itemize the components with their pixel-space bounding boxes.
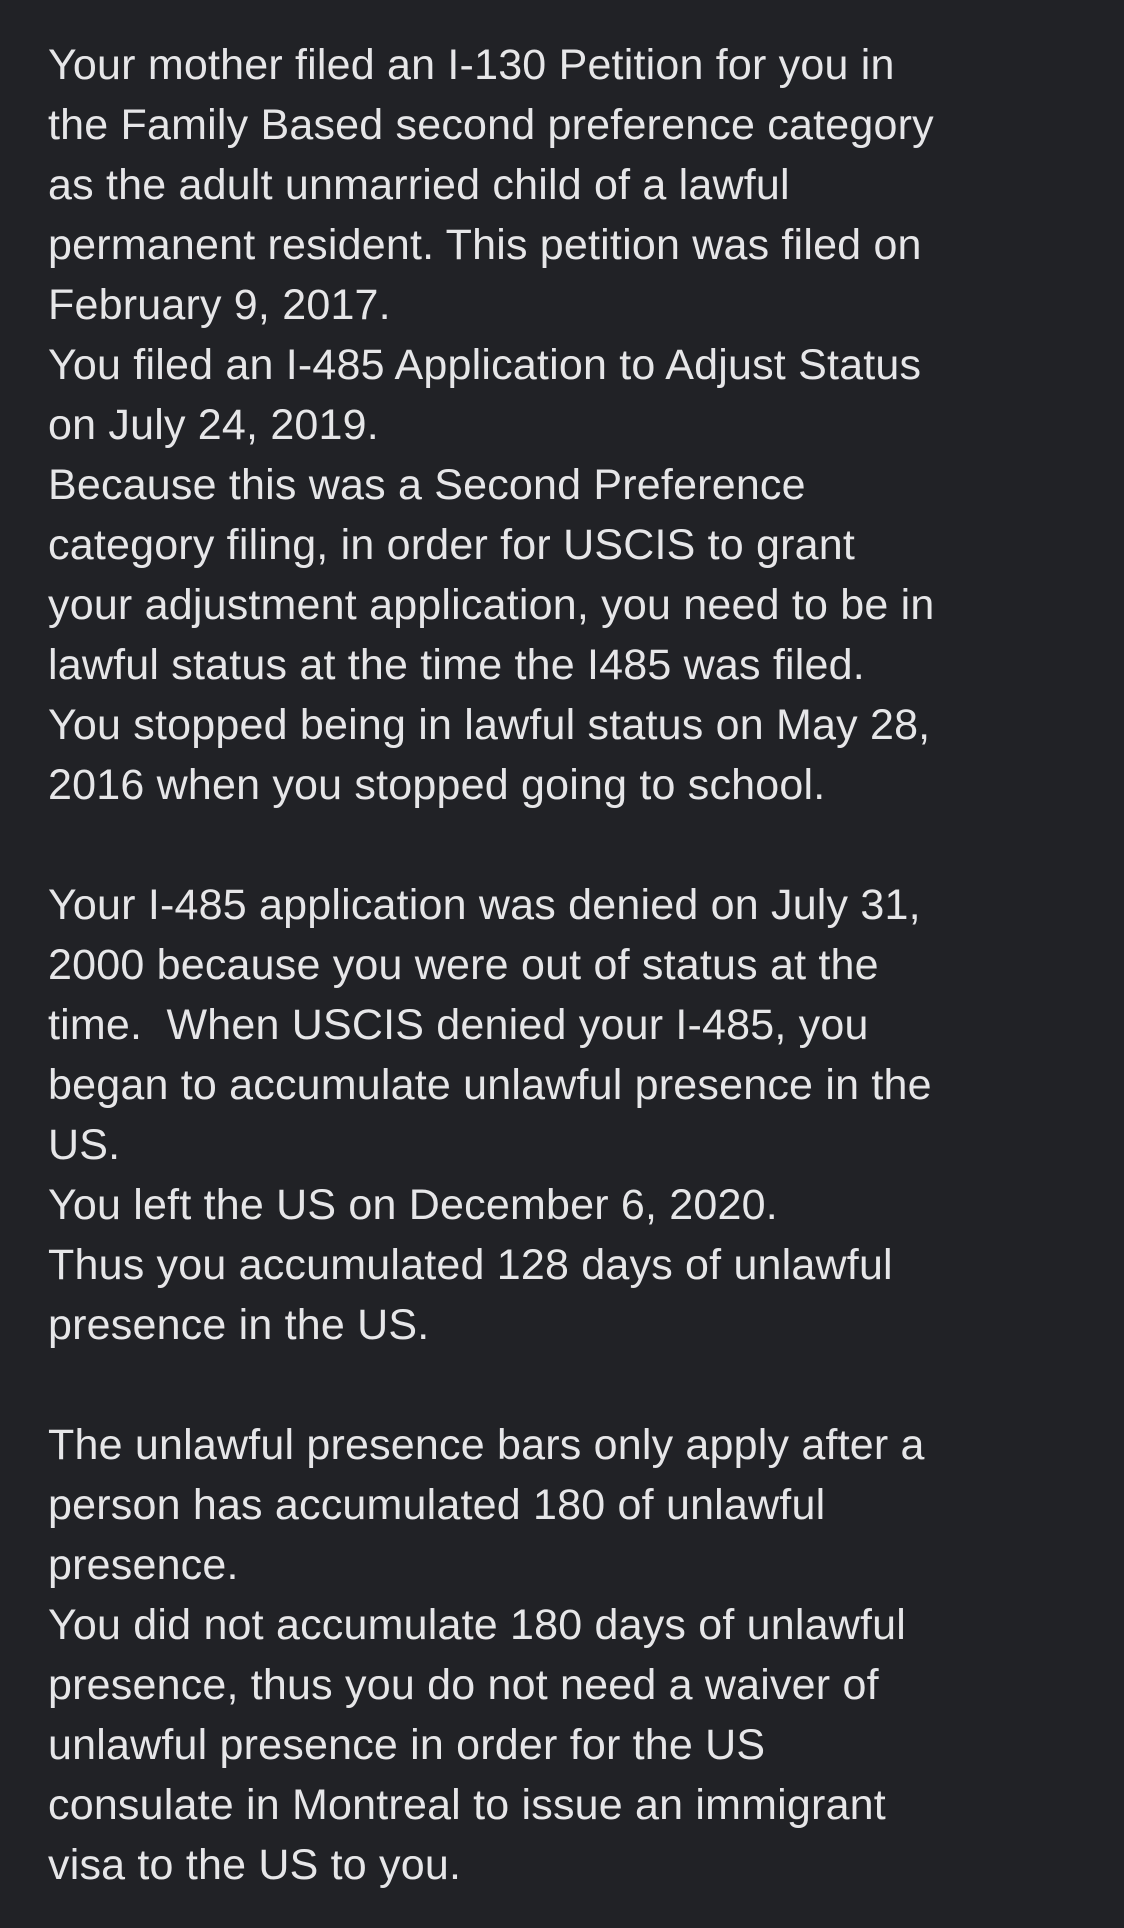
text-line: time. When USCIS denied your I-485, you <box>48 1001 869 1049</box>
paragraph-spacer <box>48 1355 1108 1415</box>
text-line: February 9, 2017. <box>48 281 391 329</box>
text-line: Your I-485 application was denied on July 31, <box>48 881 921 929</box>
text-line: category filing, in order for USCIS to grant <box>48 521 856 569</box>
text-line: presence, thus you do not need a waiver of <box>48 1661 879 1709</box>
text-line: visa to the US to you. <box>48 1841 462 1889</box>
paragraph-bars-conclusion <box>48 1415 1108 1895</box>
text-line: permanent resident. This petition was filed on <box>48 221 922 269</box>
text-line: lawful status at the time the I485 was filed. <box>48 641 865 689</box>
text-line: your adjustment application, you need to be in <box>48 581 935 629</box>
paragraph-petition-status <box>48 35 1108 815</box>
text-line: presence. <box>48 1541 239 1589</box>
text-line: the Family Based second preference category <box>48 101 934 149</box>
text-line: You left the US on December 6, 2020. <box>48 1181 778 1229</box>
text-line: You did not accumulate 180 days of unlawful <box>48 1601 907 1649</box>
text-line: 2000 because you were out of status at the <box>48 941 879 989</box>
text-line: Because this was a Second Preference <box>48 461 806 509</box>
text-line: You filed an I-485 Application to Adjust Status <box>48 341 922 389</box>
message-text-block <box>48 35 1108 1895</box>
text-line: Thus you accumulated 128 days of unlawful <box>48 1241 893 1289</box>
text-line: presence in the US. <box>48 1301 430 1349</box>
text-line: as the adult unmarried child of a lawful <box>48 161 790 209</box>
text-line: person has accumulated 180 of unlawful <box>48 1481 826 1529</box>
text-line: on July 24, 2019. <box>48 401 379 449</box>
text-line: began to accumulate unlawful presence in the <box>48 1061 932 1109</box>
text-line: Your mother filed an I-130 Petition for you in <box>48 41 895 89</box>
text-line: US. <box>48 1121 121 1169</box>
text-line: consulate in Montreal to issue an immigrant <box>48 1781 886 1829</box>
paragraph-spacer <box>48 815 1108 875</box>
paragraph-denial-unlawful-presence <box>48 875 1108 1355</box>
text-line: 2016 when you stopped going to school. <box>48 761 826 809</box>
text-line: The unlawful presence bars only apply after a <box>48 1421 925 1469</box>
text-line: You stopped being in lawful status on May 28, <box>48 701 931 749</box>
text-line: unlawful presence in order for the US <box>48 1721 766 1769</box>
